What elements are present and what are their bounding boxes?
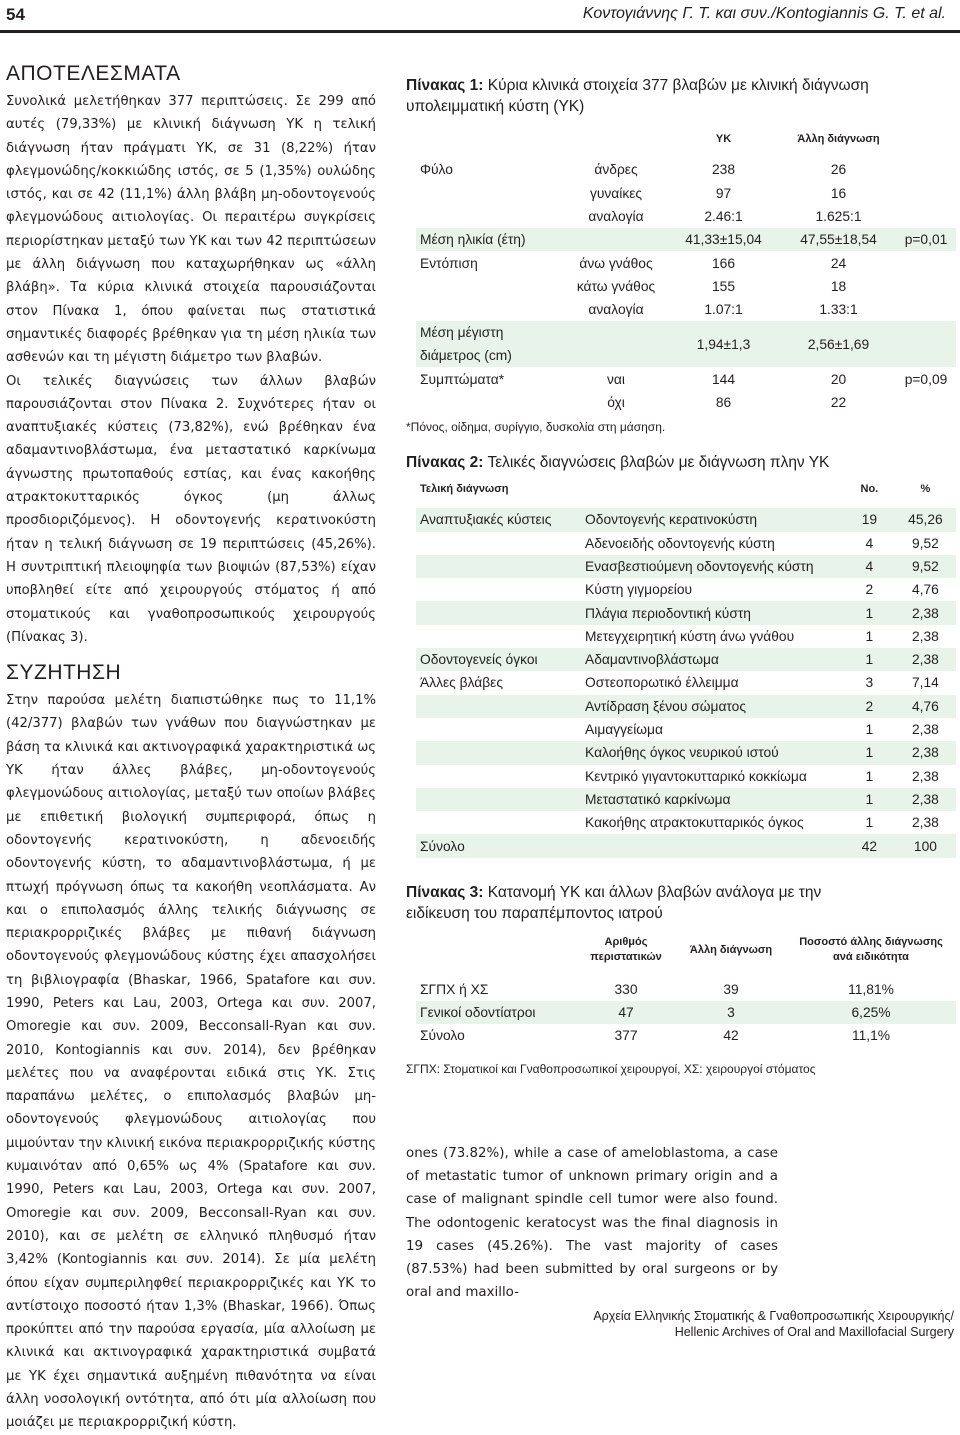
table2-cell: 4 [865, 559, 874, 574]
table1-cell: 97 [715, 185, 732, 201]
table1-cell: 41,33±15,04 [685, 232, 762, 248]
table-row [416, 532, 956, 555]
table1-cell [416, 182, 566, 205]
table1-cell: όχι [607, 394, 625, 410]
right-column [406, 75, 956, 1076]
table2-cell [581, 834, 844, 857]
table1-cell [896, 205, 956, 228]
table2-cell: 1 [865, 652, 874, 668]
table1-cell [416, 298, 566, 321]
table1-cell [896, 391, 956, 414]
table-row [416, 601, 956, 624]
table2-cell [416, 601, 581, 624]
table2-cell: 1 [865, 768, 874, 784]
table-row [416, 625, 956, 648]
table3-note: ΣΓΠΧ: Στοματικοί και Γναθοπροσωπικοί χειρουργοί, ΧΣ: χειρουργοί στόματος [406, 1061, 816, 1076]
table2-cell: Αδενοειδής οδοντογενής κύστη [585, 535, 775, 551]
results-paragraph-2: Οι τελικές διαγνώσεις των άλλων βλαβών παρουσιάζονται στον Πίνακα 2. Συχνότερες ήταν οι αναπτυξιακές κύστεις (73,82%), ενώ βρέθηκαν ένα αδαμαντινοβλάστωμα, ένα μεταστατικό καρκίνωμα άγνωστης πρωτοπαθούς εστίας, και ένας κακοήθης ατρακτοκυτταρικός όγκος (μη άλλως προσδιοριζόμενος). Η οδοντογενής κερατινοκύστη ήταν η τελική διάγνωση σε 19 περιπτώσεις (45,26%). Η συντριπτική πλειοψηφία των βιοψιών (87,53%) είχαν υποβληθεί είτε από χειρουργούς στόματος ή από στοματικούς και γναθοπροσωπικούς χειρουργούς (Πίνακας 3). [6, 373, 376, 645]
table3-cell: 6,25% [851, 1005, 891, 1021]
table1-cell [416, 391, 566, 414]
table2-cell: 1 [865, 722, 874, 738]
table2-header-cell: Τελική διάγνωση [416, 477, 581, 500]
table2-cell: 1 [865, 745, 874, 761]
table2-cell [416, 788, 581, 811]
table2-cell: 2,38 [911, 791, 939, 807]
table2-cell: 100 [913, 838, 937, 854]
table1-cell: 166 [711, 255, 736, 271]
table1-cell: 1.33:1 [819, 302, 858, 318]
table1-cell: p=0,09 [904, 371, 948, 387]
table2-cell: 2 [865, 582, 874, 598]
table2-cell: Αντίδραση ξένου σώματος [585, 698, 747, 714]
table-row [416, 765, 956, 788]
table2-cell: Καλοήθης όγκος νευρικού ιστού [585, 745, 779, 761]
table3-header-cell [416, 930, 576, 970]
table-row [416, 321, 956, 367]
table3-header-row [416, 930, 956, 970]
table2-cell: 9,52 [911, 559, 939, 574]
table2-cell [416, 578, 581, 601]
table2-cell: Πλάγια περιοδοντική κύστη [585, 605, 751, 621]
table2-caption-text: Τελικές διαγνώσεις βλαβών με διάγνωση πλην ΥΚ [483, 453, 830, 471]
table2-cell: Μετεγχειρητική κύστη άνω γνάθου [585, 628, 795, 644]
table1-caption-text: Κύρια κλινικά στοιχεία 377 βλαβών με κλινική διάγνωση υπολειμματική κύστη (ΥΚ) [406, 77, 869, 115]
table3-cell: 3 [727, 1005, 735, 1021]
table-row [416, 205, 956, 228]
table2-cell: 45,26 [908, 512, 943, 528]
table1-caption [406, 75, 956, 117]
table3-header-cell: Ποσοστό άλλης διάγνωσης ανά ειδικότητα [786, 930, 956, 970]
table1-cell: κάτω γνάθος [576, 278, 656, 294]
table2-cell: 1 [865, 605, 874, 621]
table2-cell: 2,38 [911, 605, 939, 621]
table2-cell: Άλλες βλάβες [420, 675, 503, 691]
table1-cell [896, 158, 956, 181]
table2-cell [416, 532, 581, 555]
table-row [416, 182, 956, 205]
table2-cell: Αιμαγγείωμα [585, 722, 663, 738]
table2-body [416, 508, 956, 857]
table2-cell: Οστεοπορωτικό έλλειμμα [585, 675, 739, 691]
table1-cell: 16 [830, 185, 847, 201]
table2-cell: 2,38 [911, 815, 939, 831]
table2-cell: Οδοντογενείς όγκοι [420, 652, 538, 668]
table-row [416, 298, 956, 321]
table3-caption [406, 882, 826, 924]
table1-cell [416, 321, 566, 367]
table2-cell [416, 555, 581, 578]
table1-cell: Φύλο [420, 162, 453, 178]
table2-cell: 9,52 [911, 535, 939, 551]
table3-header-cell: Άλλη διάγνωση [676, 930, 786, 970]
table-row [416, 648, 956, 671]
table3-cell: Σύνολο [420, 1028, 465, 1044]
table1-cell: γυναίκες [589, 185, 643, 201]
table-row [416, 508, 956, 531]
table2-cell: Κακοήθης ατρακτοκυτταρικός όγκος [585, 815, 804, 831]
table1-cell: p=0,01 [904, 232, 948, 248]
table1-cell: 22 [830, 394, 847, 410]
table1-header-cell [896, 127, 956, 150]
table2-cell [416, 741, 581, 764]
footer-line-2: Hellenic Archives of Oral and Maxillofacial Surgery [674, 1325, 954, 1339]
discussion-title: ΣΥΖΗΤΗΣΗ [6, 661, 122, 685]
table2-cell [416, 718, 581, 741]
table1-cell [566, 321, 666, 367]
table1-header-row [416, 127, 956, 150]
table2-header-cell: No. [844, 477, 895, 500]
table2-cell: 7,14 [911, 675, 939, 691]
table1-cell: 2.46:1 [704, 209, 743, 225]
table-row [416, 275, 956, 298]
table1-cell: αναλογία [588, 302, 644, 318]
table2-cell: 2 [865, 698, 874, 714]
table2-cell [416, 625, 581, 648]
table1-note: *Πόνος, οίδημα, συρίγγιο, δυσκολία στη μάσηση. [406, 419, 666, 434]
diameter-label-line2: διάμετρος (cm) [420, 348, 512, 364]
table2-cell [416, 695, 581, 718]
table1-cell: Συμπτώματα* [420, 371, 505, 387]
table2-cell: Ενασβεστιούμενη οδοντογενής κύστη [585, 559, 814, 574]
table1-header-cell [416, 127, 566, 150]
table1-cell: 1.07:1 [704, 302, 743, 318]
table-row [416, 391, 956, 414]
left-column [6, 62, 376, 1435]
table1-header-cell [566, 127, 666, 150]
results-title: ΑΠΟΤΕΛΕΣΜΑΤΑ [6, 62, 181, 85]
table1-cell: 144 [711, 371, 736, 387]
table1-cell: 1.625:1 [815, 209, 862, 225]
table-row [416, 578, 956, 601]
table2-cell: Αδαμαντινοβλάστωμα [585, 652, 719, 668]
diameter-label-line1: Μέση μέγιστη [420, 325, 504, 341]
table1-cell: ναι [607, 371, 625, 387]
table2-header-cell: % [895, 477, 956, 500]
table2-cell: 2,38 [911, 768, 939, 784]
table2-cell: 19 [861, 512, 878, 528]
table1-cell: αναλογία [588, 209, 644, 225]
table3-header-cell: Αριθμός περιστατικών [576, 930, 676, 970]
table3-cell: ΣΓΠΧ ή ΧΣ [420, 981, 489, 997]
table2-cell: Οδοντογενής κερατινοκύστη [585, 512, 758, 528]
table2-cell: 2,38 [911, 628, 939, 644]
table1-caption-label: Πίνακας 1: [406, 77, 484, 94]
table2-cell: 42 [861, 838, 878, 854]
table2-cell: 4 [865, 535, 874, 551]
discussion-paragraph-1: Στην παρούσα μελέτη διαπιστώθηκε πως το 11,1% (42/377) βλαβών των γνάθων που διαγνώστηκαν με βάση τα κλινικά και ακτινογραφικά χαρακτηριστικά ως ΥΚ ήταν άλλες βλάβες, μη-οδοντογενούς φλεγμονώδους αιτιολογίας, μεταξύ των οποίων βλάβες με επιθετική βιολογική συμπεριφορά, όπως η οδοντογενής κερατινοκύστη, η αδενοειδής οδοντογενής κύστη, το αδαμαντινοβλάστωμα, ή με πτωχή πρόγνωση όπως τα κακοήθη νεοπλάσματα. Αν και ο επιπολασμός άλλης τελικής διάγνωσης σε περιακρορριζικές βλάβες με πιθανή διάγνωση οδοντογενούς φλεγμονώδους κύστης έχει απασχολήσει τη βιβλιογραφία (Bhaskar, 1966, Spatafore και συν. 1990, Peters και Lau, 2003, Ortega και συν. 2007, Omoregie και συν. 2009, Becconsall-Ryan και συν. 2010, Kontogiannis και συν. 2014), δεν βρέθηκαν μελέτες που να αναφέρονται ειδικά στις ΥΚ. Στις παραπάνω μελέτες, ο επιπολασμός βλαβών μη-οδοντογενούς φλεγμονώδους αιτιολογίας που μιμούνταν την κλινική εικόνα περιακρορριζικής κύστης κυμαινόταν από 0,65% ως 4% (Spatafore και συν. 1990, Peters και Lau, 2003, Ortega και συν. 2007, Omoregie και συν. 2009, Becconsall-Ryan και συν. 2010), και σε μελέτη σε ελληνικό πληθυσμό ήταν 3,42% (Kontogiannis και συν. 2014). Σε μία μελέτη όπου είχαν συμπεριληφθεί περιακρορριζικές και ΥΚ το αντίστοιχο ποσοστό ήταν 1,3% (Bhaskar, 1966). Όπως προκύπτει από την παρούσα εργασία, μία αλλοίωση με κλινικά και ακτινογραφικά χαρακτηριστικά συμβατά με ΥΚ έχει σημαντικά αυξημένη πιθανότητα να είναι άλλη νοσολογική οντότητα, από ότι μία αλλοίωση που μοιάζει με περιακρορριζική κύστη. [6, 693, 376, 1431]
table2-cell: 4,76 [911, 698, 939, 714]
table1-cell: 20 [830, 371, 847, 387]
english-text: ones (73.82%), while a case of ameloblastoma, a case of metastatic tumor of unknown primary origin and a case of malignant spindle cell tumor were also found. The odontogenic keratocyst was the final diagnosis in 19 cases (45.26%). The vast majority of cases (87.53%) had been submitted by oral surgeons or by oral and maxillo- [406, 1146, 778, 1301]
table2-cell: 2,38 [911, 652, 939, 668]
table3-cell: 39 [723, 981, 739, 997]
table1-cell [416, 275, 566, 298]
table1-header-cell: ΥΚ [666, 127, 781, 150]
table3-cell: 330 [614, 981, 638, 997]
table1-cell [896, 298, 956, 321]
table2-cell: Σύνολο [420, 838, 465, 854]
table3-cell: 47 [618, 1005, 634, 1021]
table1-cell: 18 [830, 278, 847, 294]
table-row [416, 834, 956, 857]
table2-cell: 3 [865, 675, 874, 691]
table1-cell [896, 275, 956, 298]
table3-cell: 11,81% [848, 981, 894, 997]
table1-cell: 2,56±1,69 [807, 336, 870, 352]
table3-caption-label: Πίνακας 3: [406, 883, 484, 901]
table3 [416, 930, 956, 1048]
table-row [416, 718, 956, 741]
table1-cell [566, 228, 666, 251]
table2-cell [416, 811, 581, 834]
table1-cell: Εντόπιση [420, 255, 478, 271]
table1-cell: Μέση ηλικία (έτη) [420, 232, 526, 248]
footer-line-1: Αρχεία Ελληνικής Στοματικής & Γναθοπροσωπικής Χειρουργικής/ [593, 1309, 954, 1323]
table1-cell [896, 251, 956, 274]
table2-caption [406, 452, 956, 473]
table1-cell: 1,94±1,3 [696, 336, 751, 352]
running-head: Κοντογιάννης Γ. Τ. και συν./Kontogiannis G. T. et al. [582, 5, 946, 22]
table2-cell: 4,76 [911, 582, 939, 598]
table2-cell: Αναπτυξιακές κύστεις [420, 512, 552, 528]
table-row [416, 671, 956, 694]
results-paragraph-1: Συνολικά μελετήθηκαν 377 περιπτώσεις. Σε 299 από αυτές (79,33%) με κλινική διάγνωση ΥΚ η τελική διάγνωση ήταν πράγματι ΥΚ, σε 31 (8,22%) ήταν φλεγμονώδης/κοκκιώδης ιστός, σε 5 (1,35%) ουλώδης ιστός, και σε 42 (11,1%) άλλη βλάβη μη-οδοντογενούς φλεγμονώδους αιτιολογίας. Οι περαιτέρω συγκρίσεις περιορίστηκαν μεταξύ των ΥΚ και των 42 περιπτώσεων με άλλη διάγνωση που καταχωρήθηκαν ως «άλλη βλάβη». Τα κύρια κλινικά στοιχεία παρουσιάζονται στον Πίνακα 1, όπου φαίνεται πως στατιστικά σημαντικές διαφορές βρέθηκαν για τη μέση ηλικία των ασθενών και τη μέγιστη διάμετρο των βλαβών. [6, 94, 376, 366]
table3-caption-text: Κατανομή ΥΚ και άλλων βλαβών ανάλογα με την ειδίκευση του παραπέμποντος ιατρού [406, 883, 822, 922]
table2-cell: 2,38 [911, 722, 939, 738]
page-header [0, 0, 960, 33]
table1-header-cell: Άλλη διάγνωση [781, 127, 896, 150]
table1-cell: 26 [830, 162, 847, 178]
table-row [416, 978, 956, 1001]
table-row [416, 741, 956, 764]
table1-cell [896, 182, 956, 205]
table1-cell: 238 [711, 162, 736, 178]
table1-cell [896, 321, 956, 367]
table1-cell: 155 [711, 278, 736, 294]
table2 [416, 477, 956, 508]
table2-cell: 1 [865, 791, 874, 807]
table-row [416, 228, 956, 251]
table3-cell: 377 [614, 1028, 638, 1044]
table1-cell: άνδρες [594, 162, 638, 178]
table1-cell: άνω γνάθος [579, 255, 653, 271]
table-row [416, 1001, 956, 1024]
table-row [416, 695, 956, 718]
table2-cell [416, 765, 581, 788]
table1 [416, 127, 956, 414]
table2-cell: 2,38 [911, 745, 939, 761]
table-row [416, 158, 956, 181]
table1-cell: 86 [715, 394, 732, 410]
table-row [416, 811, 956, 834]
page-footer [593, 1308, 954, 1340]
table3-cell: Γενικοί οδοντίατροι [420, 1005, 536, 1021]
table2-cell: Μεταστατικό καρκίνωμα [585, 791, 731, 807]
table-row [416, 1024, 956, 1047]
table2-header-cell [581, 477, 844, 500]
table-row [416, 555, 956, 578]
table1-cell: 24 [830, 255, 847, 271]
table3-cell: 11,1% [851, 1028, 891, 1044]
table2-header-row [416, 477, 956, 500]
table1-cell: 47,55±18,54 [800, 232, 877, 248]
table-row [416, 788, 956, 811]
table2-cell: 1 [865, 628, 874, 644]
table-row [416, 367, 956, 390]
page-number: 54 [6, 5, 25, 24]
table-row [416, 251, 956, 274]
table2-cell: Κεντρικό γιγαντοκυτταρικό κοκκίωμα [585, 768, 807, 784]
table1-cell [416, 205, 566, 228]
table2-cell: Κύστη γιγμορείου [585, 582, 693, 598]
table3-cell: 42 [723, 1028, 739, 1044]
table2-caption-label: Πίνακας 2: [406, 453, 484, 471]
table2-cell: 1 [865, 815, 874, 831]
